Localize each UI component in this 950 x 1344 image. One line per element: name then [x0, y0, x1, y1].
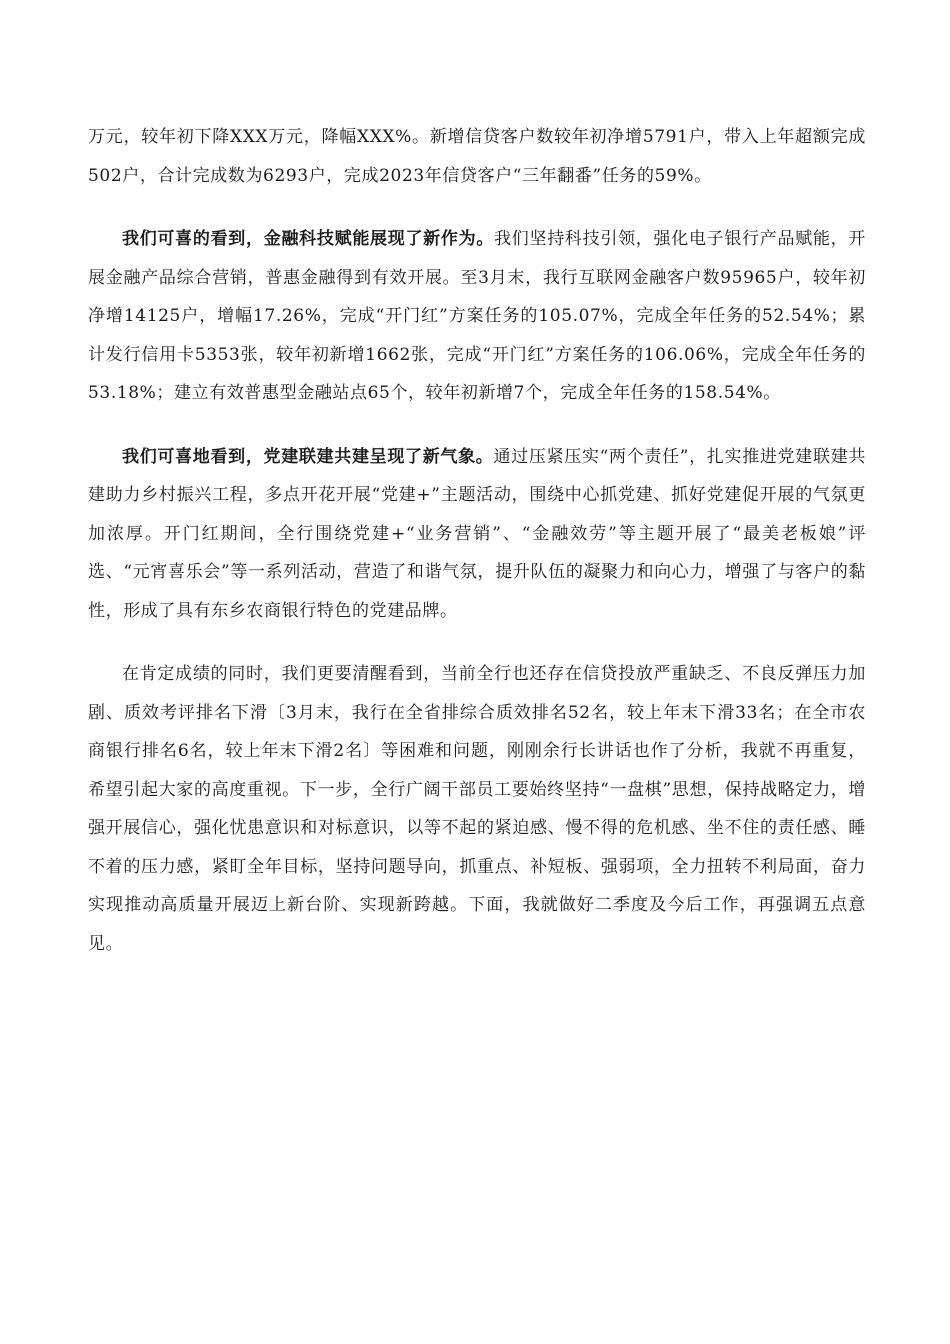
- paragraph-text: 在肯定成绩的同时，我们更要清醒看到，当前全行也还存在信贷投放严重缺乏、不良反弹压力加剧、质效考评排名下滑〔3月末，我行在全省排综合质效排名52名，较上年末下滑33名；在全市农商银行排名6名，较上年末下滑2名〕等困难和问题，刚刚余行长讲话也作了分析，我就不再重复，希望引起大家的高度重视。下一步，全行广阔干部员工要始终坚持“一盘棋”思想，保持战略定力，增强开展信心，强化忧患意识和对标意识，以等不起的紧迫感、慢不得的危机感、坐不住的责任感、睡不着的压力感，紧盯全年目标，坚持问题导向，抓重点、补短板、强弱项，全力扭转不利局面，奋力实现推动高质量开展迈上新台阶、实现新跨越。下面，我就做好二季度及今后工作，再强调五点意见。: [88, 664, 866, 954]
- document-page: [88, 118, 866, 988]
- paragraph-lead-bold: 我们可喜地看到，党建联建共建呈现了新气象。: [122, 446, 494, 467]
- paragraph-challenges: [88, 655, 866, 963]
- paragraph-party-building: [88, 438, 866, 631]
- paragraph-text: 通过压紧压实“两个责任”，扎实推进党建联建共建助力乡村振兴工程，多点开花开展“党建+”主题活动，围绕中心抓党建、抓好党建促开展的气氛更加浓厚。开门红期间，全行围绕党建+“业务营销”、“金融效劳”等主题开展了“最美老板娘”评选、“元宵喜乐会”等一系列活动，营造了和谐气氛，提升队伍的凝聚力和向心力，增强了与客户的黏性，形成了具有东乡农商银行特色的党建品牌。: [88, 446, 866, 621]
- paragraph-continuation: [88, 118, 866, 195]
- paragraph-lead-bold: 我们可喜的看到，金融科技赋能展现了新作为。: [122, 229, 495, 249]
- paragraph-text: 我们坚持科技引领，强化电子银行产品赋能，开展金融产品综合营销，普惠金融得到有效开展。至3月末，我行互联网金融客户数95965户，较年初净增14125户，增幅17.26%，完成“开门红”方案任务的105.07%，完成全年任务的52.54%；累计发行信用卡5353张，较年初新增1662张，完成“开门红”方案任务的106.06%，完成全年任务的53.18%；建立有效普惠型金融站点65个，较年初新增7个，完成全年任务的158.54%。: [88, 229, 866, 403]
- paragraph-fintech: [88, 220, 866, 413]
- paragraph-text: 万元，较年初下降XXX万元，降幅XXX%。新增信贷客户数较年初净增5791户，带入上年超额完成502户，合计完成数为6293户，完成2023年信贷客户“三年翻番”任务的59%。: [88, 127, 866, 186]
